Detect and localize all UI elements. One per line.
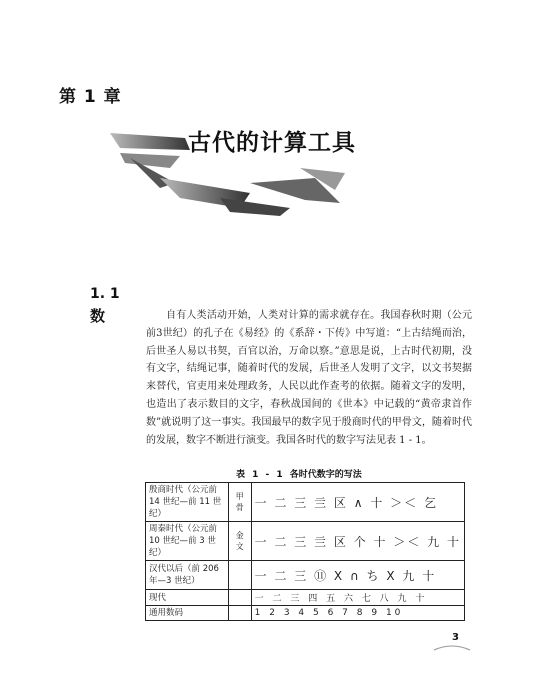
table-row	[146, 606, 465, 621]
era-cell: 殷商时代（公元前 14 世纪—前 11 世纪）	[146, 483, 229, 522]
body-paragraph: 自有人类活动开始，人类对计算的需求就存在。我国春秋时期（公元前3世纪）的孔子在《易经》的《系辞・下传》中写道：“上古结绳而治，后世圣人易以书契，百官以治，万命以察。”意思是说，上古时代初期，没有文字，结绳记事，随着时代的发展，后世圣人发明了文字，以文书契据来替代，官吏用来处理政务，人民以此作查考的依据。随着文字的发明，也造出了表示数目的文字，春秋战国间的《世本》中记载的“黄帝隶首作数”就说明了这一事实。我国最早的数字见于殷商时代的甲骨文，随着时代的发展，数字不断进行演变。我国各时代的数字写法见表 1 - 1。	[146, 310, 472, 446]
era-cell: 现代	[146, 590, 229, 606]
script-type-cell	[228, 561, 251, 590]
numeral-glyphs-cell: 一 二 三 ⑪ X ∩ ち X 九 十	[251, 561, 464, 590]
section-title: 数	[90, 307, 106, 325]
era-cell: 周秦时代（公元前 10 世纪—前 3 世纪）	[146, 522, 229, 561]
table-row	[146, 522, 465, 561]
numeral-glyphs-cell: 1 2 3 4 5 6 7 8 9 10	[251, 606, 464, 621]
section-number: 1. 1	[90, 286, 120, 302]
chapter-number: 第 1 章	[59, 87, 122, 107]
chapter-title: 古代的计算工具	[188, 130, 356, 156]
numerals-table	[145, 482, 465, 621]
era-cell: 汉代以后（前 206 年—3 世纪）	[146, 561, 229, 590]
page-number-decoration	[432, 642, 472, 652]
script-type-cell	[228, 590, 251, 606]
script-type-cell: 金文	[228, 522, 251, 561]
table-row	[146, 561, 465, 590]
table-caption: 表 1 - 1 各时代数字的写法	[236, 470, 362, 480]
script-type-cell: 甲骨	[228, 483, 251, 522]
numeral-glyphs-cell: 一 二 三 亖 区 ∧ 十 ＞＜ 乞	[251, 483, 464, 522]
page-number: 3	[452, 632, 459, 643]
table-row	[146, 590, 465, 606]
script-type-cell	[228, 606, 251, 621]
era-cell: 通用数码	[146, 606, 229, 621]
table-row	[146, 483, 465, 522]
numeral-glyphs-cell: 一 二 三 四 五 六 七 八 九 十	[251, 590, 464, 606]
numeral-glyphs-cell: 一 二 三 亖 区 个 十 ＞＜ 九 十	[251, 522, 464, 561]
